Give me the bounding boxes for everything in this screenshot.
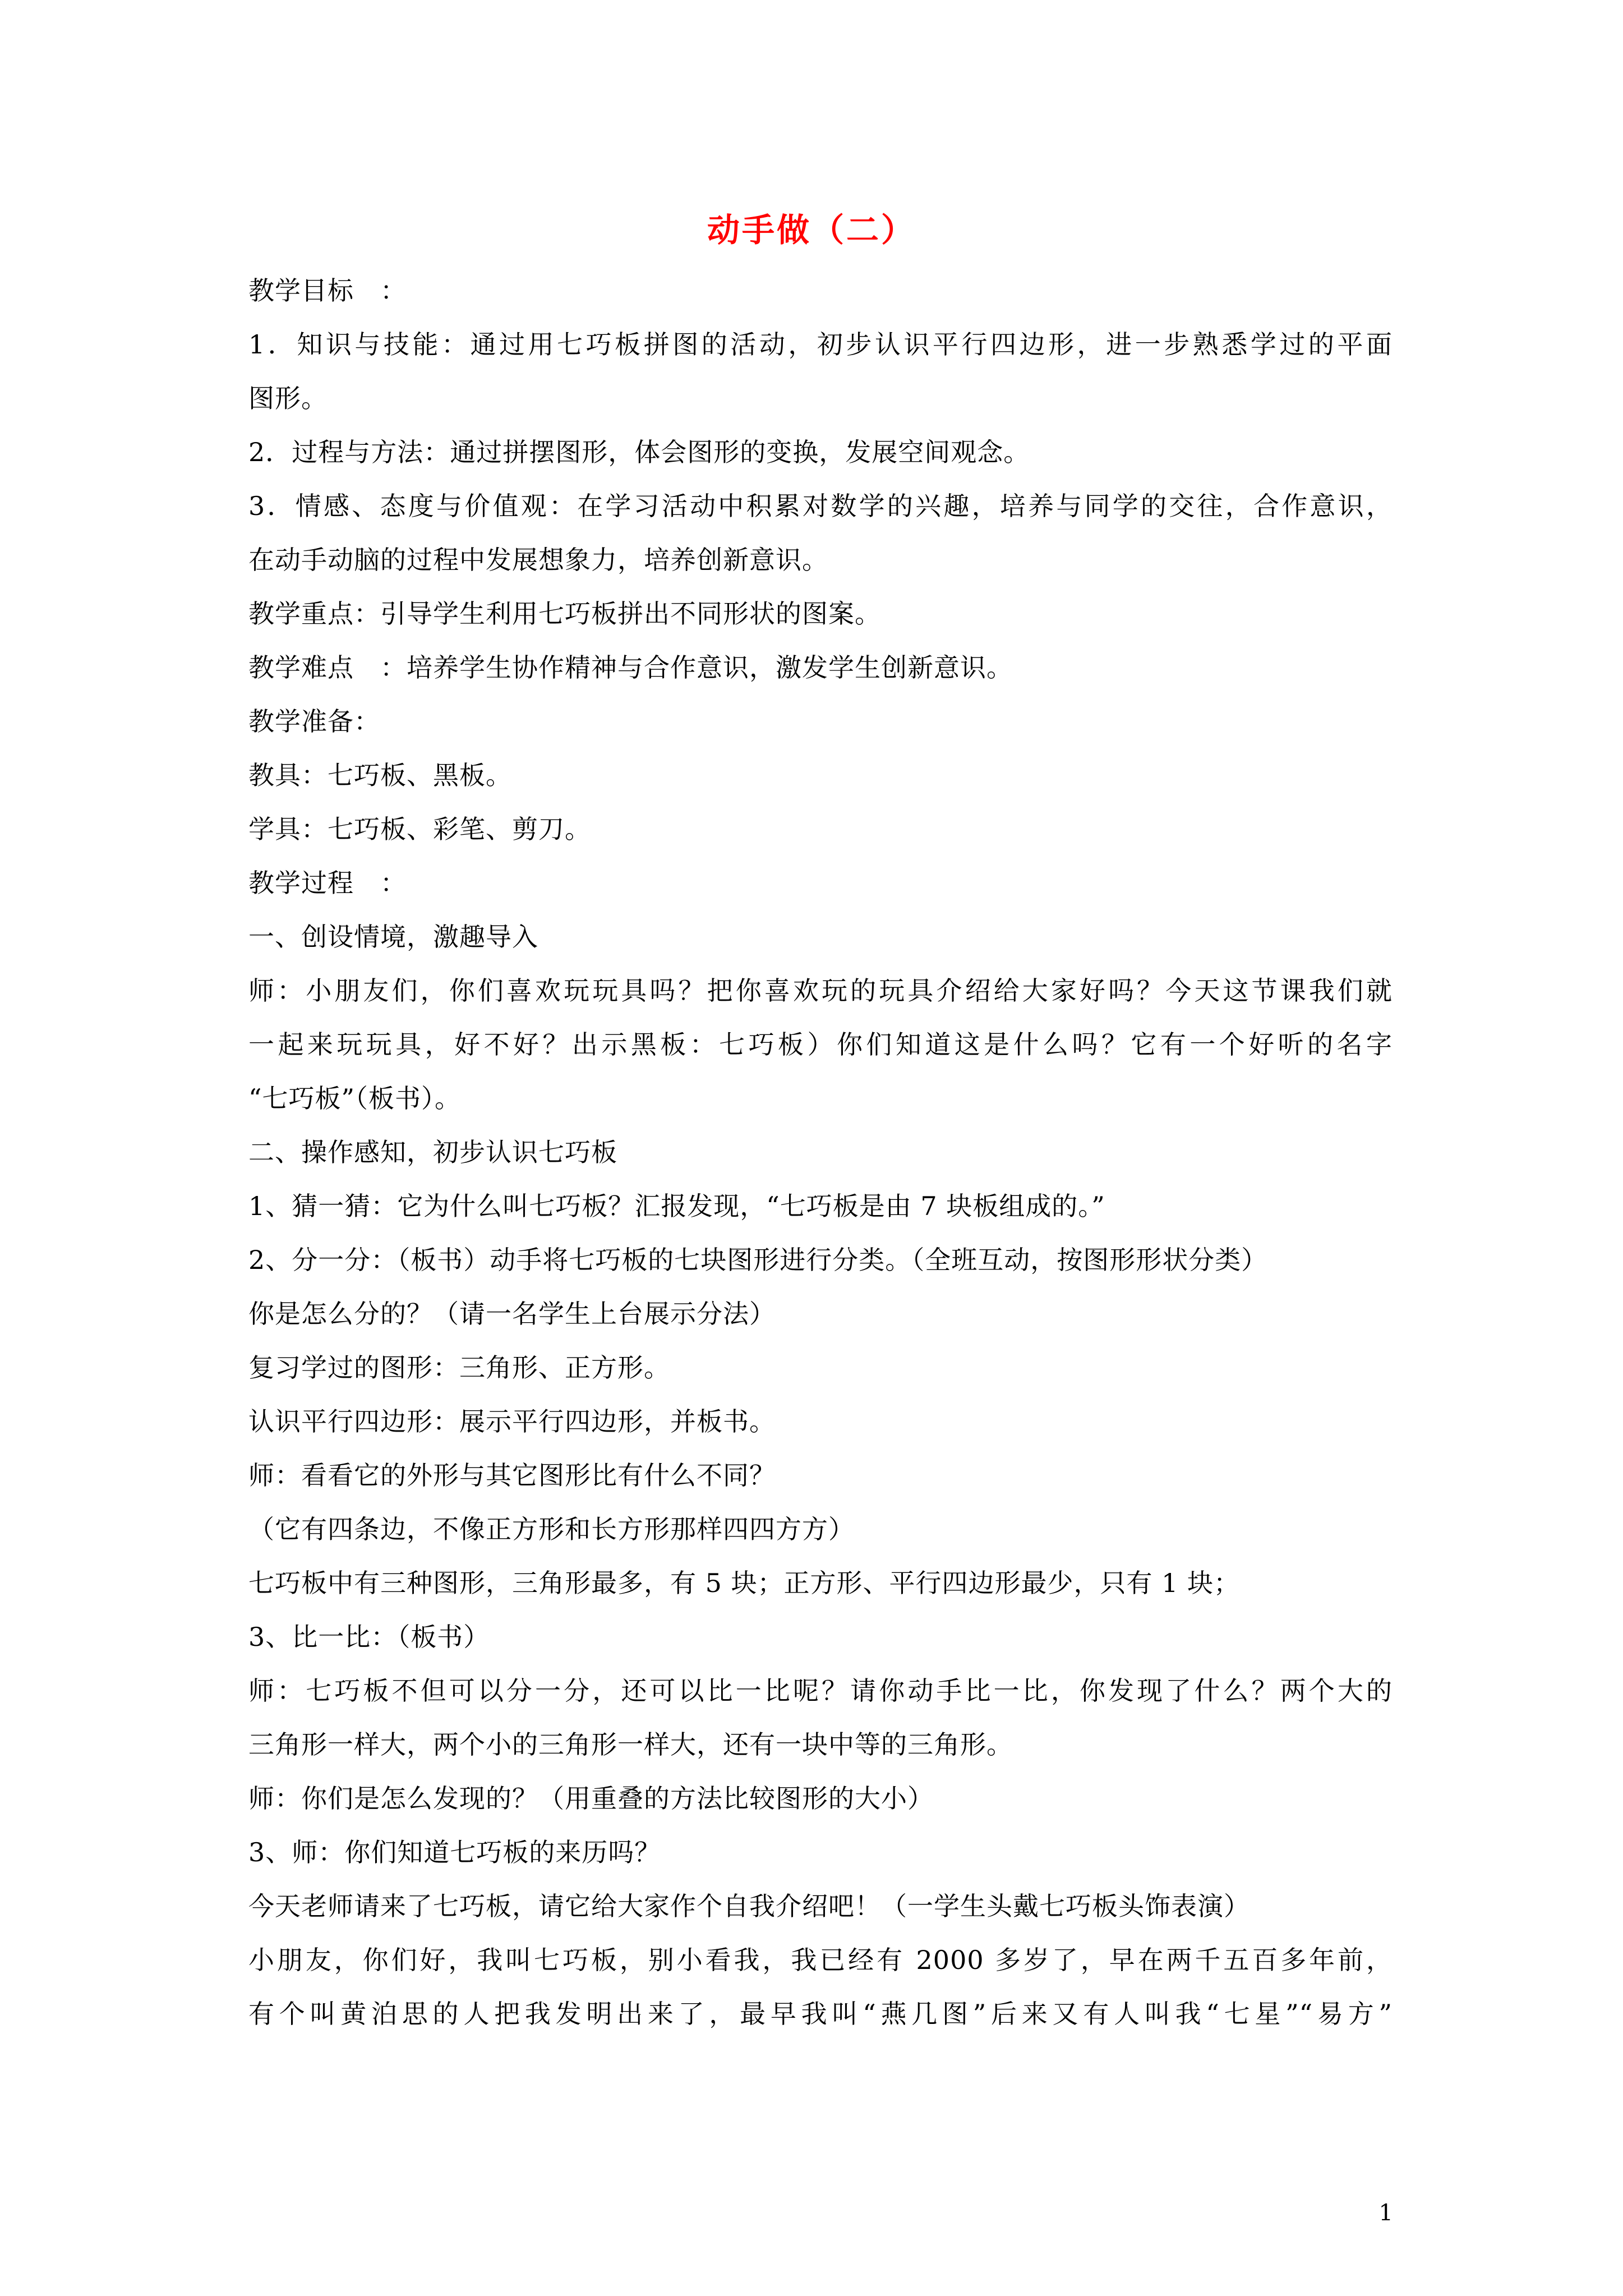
text-line: 2．过程与方法：通过拼摆图形，体会图形的变换，发展空间观念。 [248, 437, 1030, 467]
text-line: 教具：七巧板、黑板。 [248, 760, 512, 790]
text-line: 一、创设情境，激趣导入 [248, 922, 538, 952]
document-title: 动手做（二） [707, 211, 916, 249]
text-line: 教学重点：引导学生利用七巧板拼出不同形状的图案。 [248, 599, 881, 629]
text-line: 复习学过的图形：三角形、正方形。 [248, 1352, 670, 1383]
text-line: 3、师：你们知道七巧板的来历吗？ [248, 1837, 661, 1867]
text-line: 教学准备： [248, 706, 380, 737]
page-number: 1 [1378, 2200, 1393, 2226]
text-line: 在动手动脑的过程中发展想象力，培养创新意识。 [248, 545, 828, 575]
text-line: 图形。 [248, 383, 328, 413]
text-line: 今天老师请来了七巧板，请它给大家作个自我介绍吧！（一学生头戴七巧板头饰表演） [248, 1891, 1250, 1921]
text-line: 教学过程 ： [248, 868, 407, 898]
text-line: 三角形一样大，两个小的三角形一样大，还有一块中等的三角形。 [248, 1729, 1013, 1760]
text-line: 1．知识与技能：通过用七巧板拼图的活动，初步认识平行四边形，进一步熟悉学过的平面 [248, 329, 1393, 360]
text-line: 认识平行四边形：展示平行四边形，并板书。 [248, 1406, 776, 1437]
text-line: 有个叫黄泊思的人把我发明出来了，最早我叫“燕几图”后来又有人叫我“七星”“易方” [248, 1999, 1393, 2029]
text-line: 一起来玩玩具，好不好？出示黑板：七巧板）你们知道这是什么吗？它有一个好听的名字 [248, 1029, 1393, 1060]
text-line: 3、比一比：（板书） [248, 1622, 490, 1652]
text-line: 2、分一分：（板书）动手将七巧板的七块图形进行分类。（全班互动，按图形形状分类） [248, 1245, 1268, 1275]
text-line: 你是怎么分的？（请一名学生上台展示分法） [248, 1299, 776, 1329]
text-line: “七巧板”（板书）。 [248, 1083, 462, 1114]
text-line: 学具：七巧板、彩笔、剪刀。 [248, 814, 591, 844]
text-line: 教学目标 ： [248, 275, 407, 306]
text-line: 师：你们是怎么发现的？（用重叠的方法比较图形的大小） [248, 1783, 934, 1814]
text-line: 师：小朋友们，你们喜欢玩玩具吗？把你喜欢玩的玩具介绍给大家好吗？今天这节课我们就 [248, 976, 1393, 1006]
text-line: 小朋友，你们好，我叫七巧板，别小看我，我已经有 2000 多岁了，早在两千五百多年前， [248, 1945, 1393, 1975]
text-line: 1、猜一猜：它为什么叫七巧板？汇报发现，“七巧板是由 7 块板组成的。” [248, 1191, 1105, 1221]
text-line: 3．情感、态度与价值观：在学习活动中积累对数学的兴趣，培养与同学的交往，合作意识， [248, 491, 1393, 521]
text-line: （它有四条边，不像正方形和长方形那样四四方方） [248, 1514, 855, 1544]
text-line: 二、操作感知，初步认识七巧板 [248, 1137, 617, 1167]
text-line: 教学难点 ：培养学生协作精神与合作意识，激发学生创新意识。 [248, 652, 1013, 683]
text-line: 师：看看它的外形与其它图形比有什么不同？ [248, 1460, 776, 1490]
text-line: 师：七巧板不但可以分一分，还可以比一比呢？请你动手比一比，你发现了什么？两个大的 [248, 1676, 1393, 1706]
document-body [248, 264, 1393, 2041]
text-line: 七巧板中有三种图形，三角形最多，有 5 块；正方形、平行四边形最少，只有 1 块； [248, 1568, 1241, 1598]
